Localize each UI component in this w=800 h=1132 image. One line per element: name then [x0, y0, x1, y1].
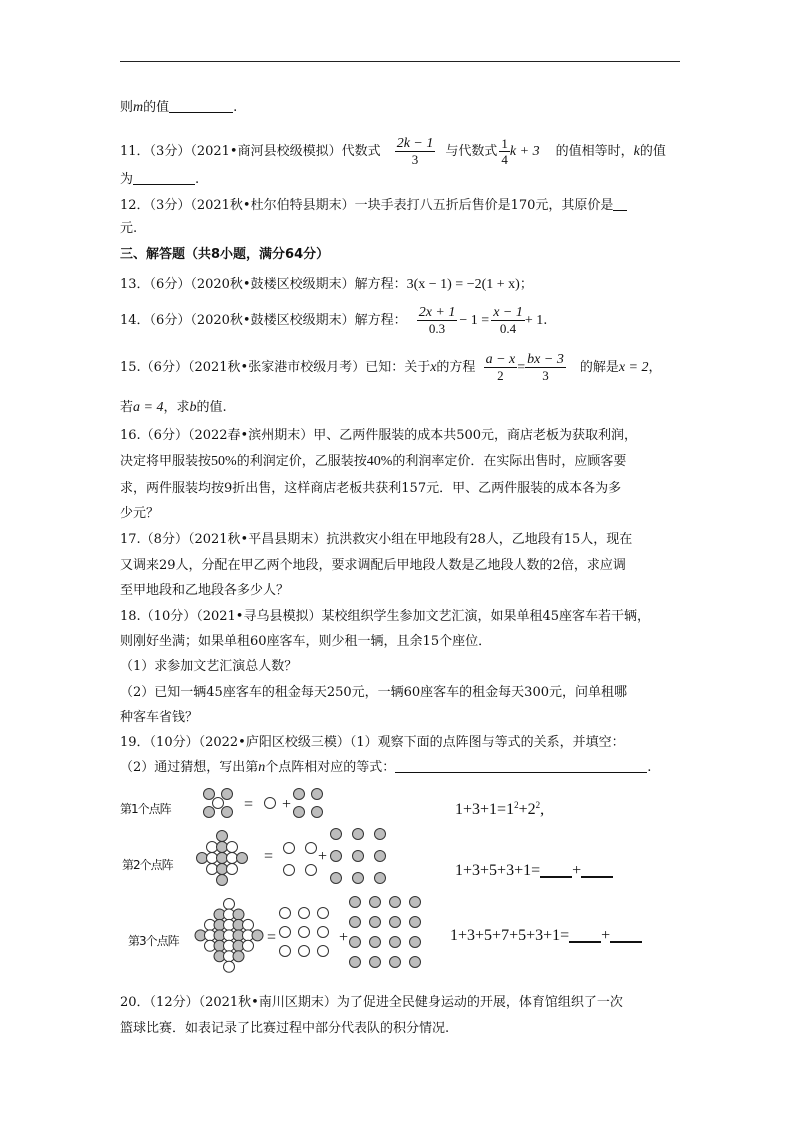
lattice-dot-white — [306, 843, 317, 854]
lattice-dot-gray — [370, 957, 381, 968]
lattice-dot — [233, 909, 244, 920]
lattice-dot — [227, 853, 238, 864]
lattice-dot-gray — [375, 851, 386, 862]
lattice-dot-gray — [353, 829, 364, 840]
lattice-dot — [237, 853, 248, 864]
lattice-dot-gray — [370, 897, 381, 908]
question-16: 16.（6分）（2022春•滨州期末）甲、乙两件服装的成本共500元，商店老板为获取利润， — [120, 428, 638, 443]
question-18-sub1: （1）求参加文艺汇演总人数？ — [120, 659, 298, 674]
lattice-dot — [217, 864, 228, 875]
lattice-dot-white — [318, 908, 329, 919]
question-18-sub2b: 种客车省钱？ — [120, 710, 199, 725]
lattice-dot — [197, 853, 208, 864]
lattice-dot-white — [284, 843, 295, 854]
question-18-sub2: （2）已知一辆45座客车的租金每天250元，一辆60座客车的租金每天300元，问单租哪 — [120, 685, 627, 700]
lattice-dot-gray — [350, 897, 361, 908]
lattice-dot-gray — [375, 829, 386, 840]
lattice-dot — [207, 864, 218, 875]
lattice-dot — [207, 842, 218, 853]
lattice-dot — [224, 899, 235, 910]
lattice-dot-gray — [390, 937, 401, 948]
lattice-dot-gray — [204, 789, 215, 800]
lattice-dot-white — [318, 927, 329, 938]
fraction: $\frac{x - 1}{0.4}$ — [493, 305, 523, 336]
lattice-dot-white — [280, 946, 291, 957]
lattice-dot-white — [280, 927, 291, 938]
lattice-dot-white — [280, 908, 291, 919]
lattice-equation-3: 1+3+5+7+5+3+1= + — [450, 927, 642, 945]
lattice-dot-gray — [331, 851, 342, 862]
lattice-dot — [227, 842, 238, 853]
fraction: $\frac{2k - 1}{3}$ — [396, 136, 434, 167]
q10-tail: 则m的值 . — [120, 100, 238, 115]
lattice-dot-gray — [312, 789, 323, 800]
equals-sign: = — [267, 929, 277, 946]
plus-sign: + — [339, 929, 349, 946]
lattice-dot — [227, 864, 238, 875]
fraction: $\frac{bx - 3}{3}$ — [527, 352, 564, 383]
question-18-line2: 则刚好坐满；如果单租60座客车，则少租一辆，且余15个座位． — [120, 634, 492, 649]
lattice-dot-white — [265, 798, 276, 809]
lattice-dot-gray — [294, 807, 305, 818]
question-20: 20．（12分）（2021秋•南川区期末）为了促进全民健身运动的开展，体育馆组织了一次 — [120, 995, 623, 1010]
lattice-dot-gray — [350, 917, 361, 928]
lattice-dot-white — [318, 946, 329, 957]
lattice-dot-gray — [375, 873, 386, 884]
lattice-dot-white — [299, 927, 310, 938]
lattice-dot-gray — [410, 937, 421, 948]
question-20-line2: 篮球比赛．如表记录了比赛过程中部分代表队的积分情况. — [120, 1021, 450, 1036]
lattice-dot-gray — [350, 957, 361, 968]
question-12: 12．（3分）（2021秋•杜尔伯特县期末）一块手表打八五折后售价是170元，其原价是 — [120, 197, 627, 215]
question-17: 17.（8分）（2021秋•平昌县期末）抗洪救灾小组在甲地段有28人，乙地段有15人，现在 — [120, 532, 633, 547]
lattice-dot — [217, 842, 228, 853]
equals-sign: = — [244, 796, 254, 813]
fraction: $\frac{a - x}{2}$ — [485, 352, 516, 383]
lattice-dot-gray — [410, 957, 421, 968]
question-17-line2: 又调来29人，分配在甲乙两个地段，要求调配后甲地段人数是乙地段人数的2倍，求应调 — [120, 558, 626, 573]
lattice-dot — [233, 951, 244, 962]
question-11-line2: 为 . — [120, 172, 200, 187]
lattice-dot — [207, 853, 218, 864]
lattice-dot — [243, 919, 254, 930]
lattice-dot-white — [284, 865, 295, 876]
lattice-label-2: 第2个点阵 — [122, 858, 173, 872]
lattice-dot-gray — [370, 937, 381, 948]
lattice-dot — [217, 875, 228, 886]
lattice-equation-2: 1+3+5+3+1= + — [455, 862, 613, 880]
question-11: 11．（3分）（2021•商河县校级模拟）代数式 $\frac{2k - 1}{3}$ 与代数式 $\frac{1}{4}$ k + 3 的值相等时，k的值 — [120, 136, 666, 167]
fraction: $\frac{2x + 1}{0.3}$ — [418, 305, 456, 336]
lattice-dot-gray — [350, 937, 361, 948]
lattice-equation-1: $1+3+1=1^2+2^2$, — [455, 800, 545, 818]
lattice-dot — [217, 831, 228, 842]
question-16-line4: 少元？ — [120, 506, 160, 521]
lattice-dot-gray — [331, 829, 342, 840]
question-16-line2: 决定将甲服装按50%的利润定价，乙服装按40%的利润率定价．在实际出售时，应顾客要 — [120, 454, 627, 469]
lattice-dot-white — [213, 798, 224, 809]
question-14: 14．（6分）（2020秋•鼓楼区校级期末）解方程： $\frac{2x + 1}{0.3}$ − 1 = $\frac{x - 1}{0.4}$ + 1. — [120, 305, 548, 336]
lattice-dot — [243, 940, 254, 951]
question-18: 18.（10分）（2021•寻乌县模拟）某校组织学生参加文艺汇演，如果单租45座客车若干辆， — [120, 609, 651, 624]
question-19: 19．（10分）（2022•庐阳区校级三模）（1）观察下面的点阵图与等式的关系，并填空： — [120, 735, 625, 750]
answer-blank[interactable] — [610, 927, 642, 943]
lattice-dot-gray — [222, 789, 233, 800]
lattice-dot — [224, 961, 235, 972]
answer-blank[interactable] — [569, 927, 601, 943]
lattice-dot-gray — [204, 807, 215, 818]
plus-sign: + — [282, 796, 292, 813]
lattice-dot-white — [306, 865, 317, 876]
question-19-line2: （2）通过猜想，写出第n个点阵相对应的等式： . — [120, 760, 652, 775]
lattice-dot-gray — [331, 873, 342, 884]
lattice-label-1: 第1个点阵 — [120, 802, 171, 816]
lattice-dot-white — [299, 946, 310, 957]
lattice-dot-gray — [390, 897, 401, 908]
lattice-dot-gray — [222, 807, 233, 818]
question-17-line3: 至甲地段和乙地段各多少人？ — [120, 583, 290, 598]
lattice-dot-gray — [370, 917, 381, 928]
lattice-dot — [217, 853, 228, 864]
lattice-dot-gray — [410, 897, 421, 908]
lattice-dot-gray — [390, 917, 401, 928]
lattice-label-3: 第3个点阵 — [128, 934, 179, 948]
fraction: $\frac{1}{4}$ — [501, 136, 508, 167]
answer-blank[interactable] — [581, 862, 613, 878]
question-15: 15.（6分）（2021秋•张家港市校级月考）已知：关于x的方程 $\frac{a - x}{2}$ = $\frac{bx - 3}{3}$ 的解是x = 2， — [120, 352, 662, 383]
lattice-dot-white — [299, 908, 310, 919]
lattice-dot-gray — [353, 851, 364, 862]
section-title: 三、解答题（共8小题，满分64分） — [120, 247, 330, 262]
question-12-line2: 元. — [120, 221, 138, 236]
lattice-dot — [252, 930, 263, 941]
lattice-dot-gray — [410, 917, 421, 928]
answer-blank[interactable] — [540, 862, 572, 878]
plus-sign: + — [318, 848, 328, 865]
lattice-dot-gray — [390, 957, 401, 968]
question-15-line2: 若a = 4，求b的值. — [120, 400, 227, 415]
question-13: 13．（6分）（2020秋•鼓楼区校级期末）解方程：3(x − 1) = −2(1 + x)； — [120, 277, 533, 292]
question-16-line3: 求，两件服装均按9折出售，这样商店老板共获利157元．甲、乙两件服装的成本各为多 — [120, 481, 622, 496]
lattice-dot-gray — [353, 873, 364, 884]
equals-sign: = — [264, 848, 274, 865]
lattice-dot-gray — [312, 807, 323, 818]
lattice-dot-gray — [294, 789, 305, 800]
